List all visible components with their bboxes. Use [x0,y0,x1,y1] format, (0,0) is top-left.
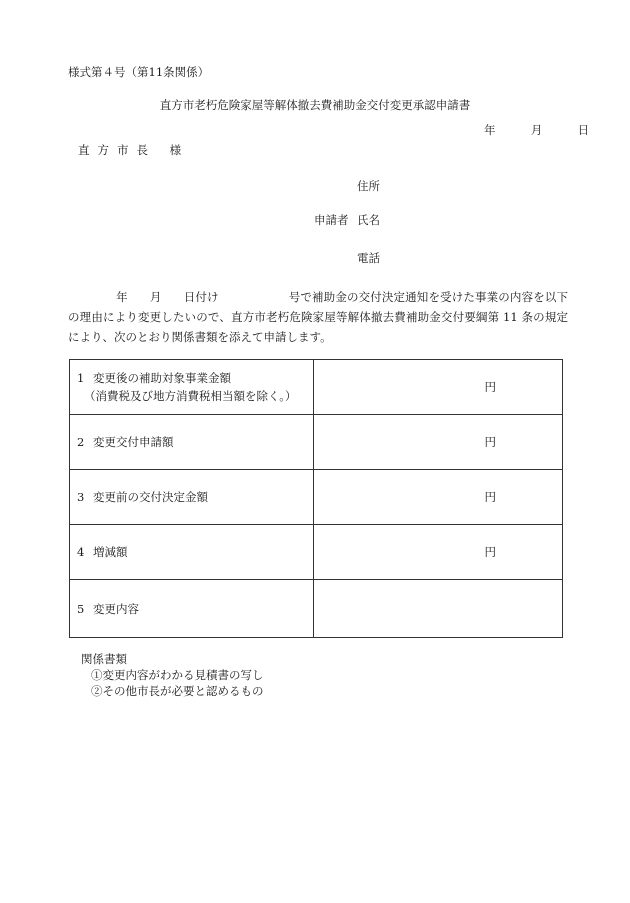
attachment-item: ②その他市長が必要と認めるもの [91,684,264,698]
item-value-cell[interactable] [314,580,563,638]
item-number: 2 [77,435,85,449]
table-row [70,470,563,525]
table-row [70,525,563,580]
body-month: 月 [149,290,162,304]
item-label: 変更内容 [93,601,139,616]
addressee-name: 直方市長 [78,143,156,157]
unit-yen: 円 [484,435,496,449]
items-table [69,359,563,638]
unit-yen: 円 [484,380,496,394]
item-value-cell[interactable] [314,360,563,415]
item-label-cell [70,580,314,638]
item-value-cell[interactable] [314,415,563,470]
item-number: 3 [77,490,85,504]
form-number: 様式第４号（第11条関係） [68,65,210,79]
applicant-label: 申請者 [314,213,349,227]
item-value-cell[interactable] [314,525,563,580]
date-line [484,122,589,138]
date-day: 日 [577,123,590,137]
body-date-suffix: 日付け [183,290,219,304]
table-row [70,415,563,470]
item-label-cell [70,470,314,525]
attachments-heading: 関係書類 [81,652,127,666]
attachment-item: ①変更内容がわかる見積書の写し [91,668,264,682]
body-main-text: 号で補助金の交付決定通知を受けた事業の内容を以下の理由により変更したいので、直方市老朽危険家屋等解体撤去費補助金交付要綱第 11 条の規定により、次のとおり関係書類を添えて申請します。 [68,290,568,344]
addressee-honorific: 様 [169,143,182,157]
item-label: 増減額 [93,545,128,559]
phone-label: 電話 [357,251,380,265]
addressee [78,142,181,158]
body-paragraph [68,287,568,347]
date-month: 月 [530,123,543,137]
item-label-cell [70,360,314,415]
unit-yen: 円 [484,490,496,504]
item-label-cell [70,415,314,470]
table-row [70,360,563,415]
item-number: 4 [77,545,85,559]
unit-yen: 円 [484,545,496,559]
item-value-cell[interactable] [314,470,563,525]
item-number: 1 [77,371,85,385]
attachments-section [81,651,264,699]
table-row [70,580,563,638]
item-label-cell [70,525,314,580]
item-label: 変更後の補助対象事業金額 [93,371,231,385]
item-label: 変更前の交付決定金額 [93,490,208,504]
item-note: （消費税及び地方消費税相当額を除く。） [84,389,297,403]
item-number: 5 [77,601,85,616]
document-title: 直方市老朽危険家屋等解体撤去費補助金交付変更承認申請書 [159,98,471,112]
address-label: 住所 [357,179,380,193]
name-label: 氏名 [357,213,380,227]
body-year: 年 [116,290,128,304]
item-label: 変更交付申請額 [93,435,174,449]
date-year: 年 [484,123,496,137]
